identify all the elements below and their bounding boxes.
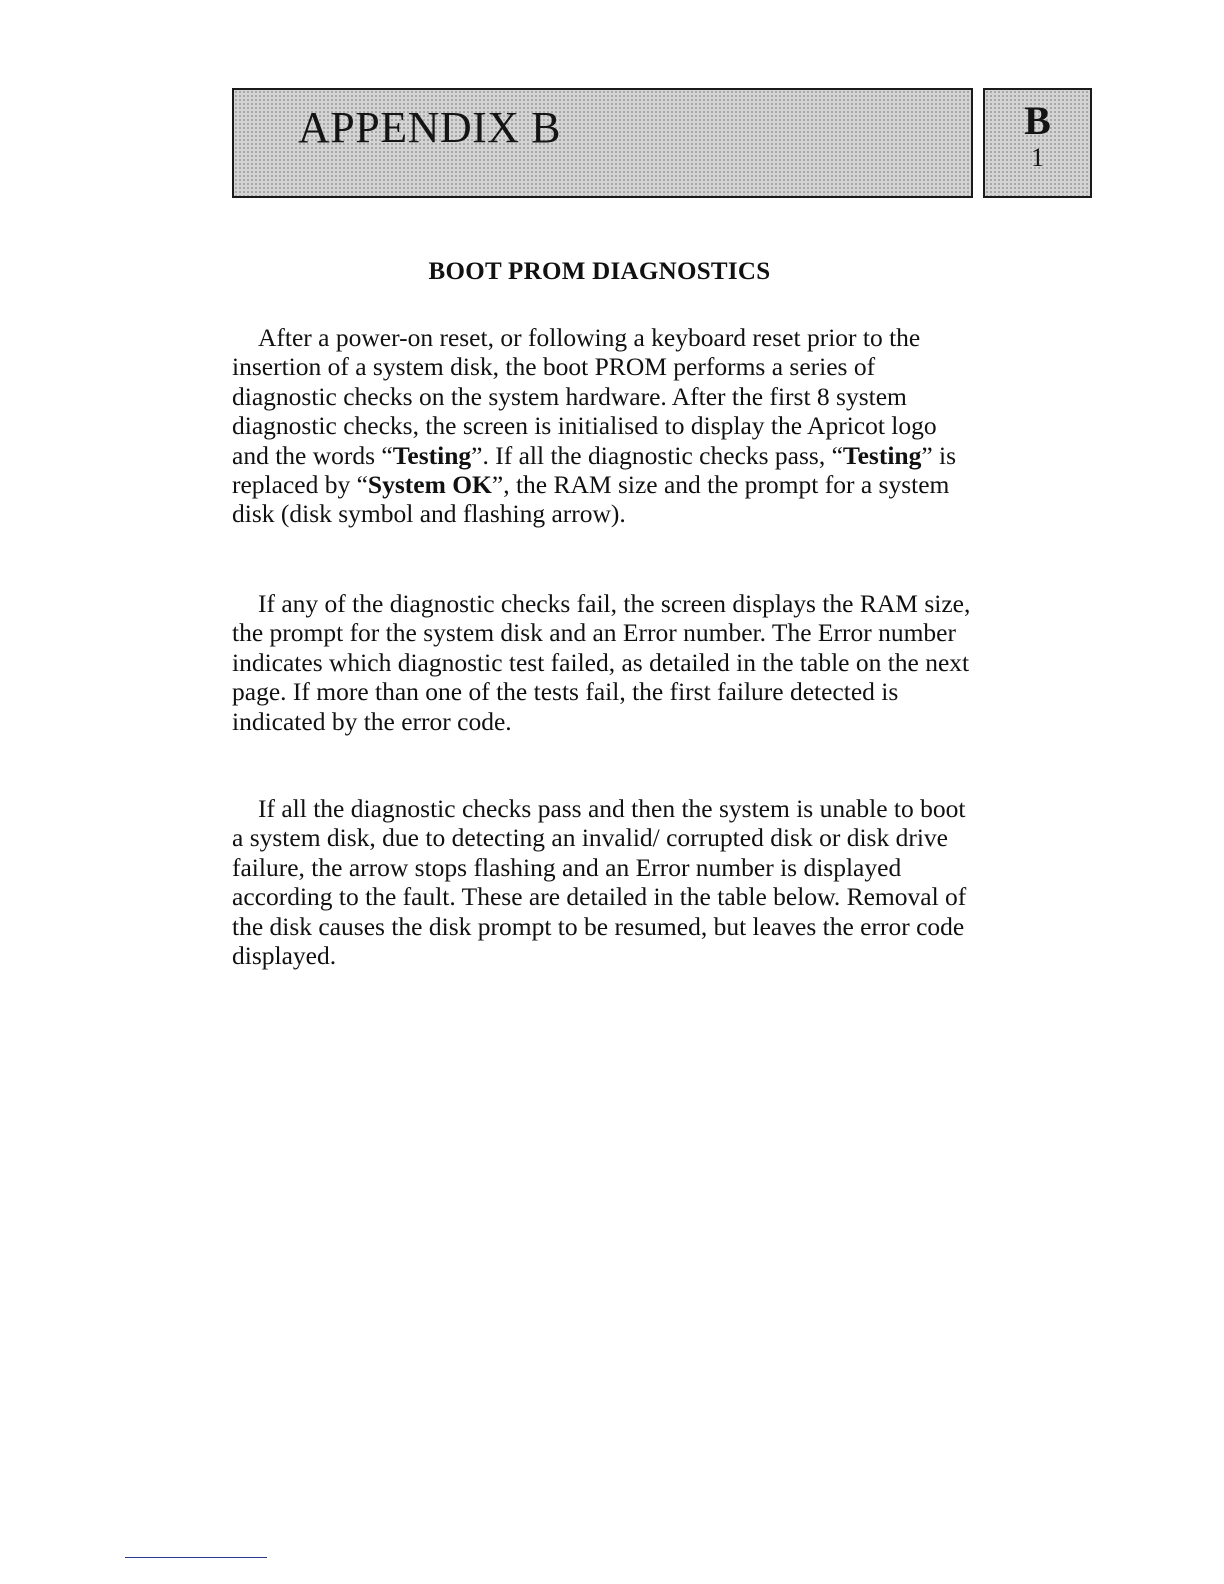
- appendix-banner: [232, 88, 973, 198]
- p1-system-ok: System OK: [367, 470, 492, 500]
- footer-rule: [125, 1557, 267, 1558]
- paragraph-2: If any of the diagnostic checks fail, the screen displays the RAM size, the prompt for the system disk and an Error number. The Error number indicates which diagnostic test failed, as detailed in the table on the next page. If more than one of the tests fail, the first failure detected is indicated by the error code.: [232, 589, 971, 736]
- paragraph-1: [232, 323, 972, 529]
- appendix-tab: [983, 88, 1092, 198]
- paragraph-3: If all the diagnostic checks pass and then the system is unable to boot a system disk, due to detecting an invalid/ corrupted disk or disk drive failure, the arrow stops flashing and an Error number is displayed according to the fault. These are detailed in the table below. Removal of the disk causes the disk prompt to be resumed, but leaves the error code displayed.: [232, 794, 967, 971]
- tab-page-number: 1: [1031, 143, 1044, 172]
- p1-testing-2: Testing: [842, 440, 922, 470]
- section-heading: BOOT PROM DIAGNOSTICS: [428, 258, 771, 285]
- p1-text-replaced: ” is replaced by “: [232, 440, 957, 500]
- appendix-title: APPENDIX B: [298, 103, 561, 152]
- p1-text-before: After a power-on reset, or following a keyboard reset prior to the insertion of a system disk, the boot PROM performs a series of diagnostic checks on the system hardware. After the first 8 system diagnostic checks, the screen is initialised to display the Apricot logo and the words “: [232, 323, 937, 470]
- tab-letter: B: [1024, 98, 1051, 143]
- p1-testing-1: Testing: [392, 440, 472, 470]
- p1-text-mid: ”. If all the diagnostic checks pass, “: [471, 440, 843, 470]
- p1-text-after: ”, the RAM size and the prompt for a system disk (disk symbol and flashing arrow).: [232, 470, 950, 529]
